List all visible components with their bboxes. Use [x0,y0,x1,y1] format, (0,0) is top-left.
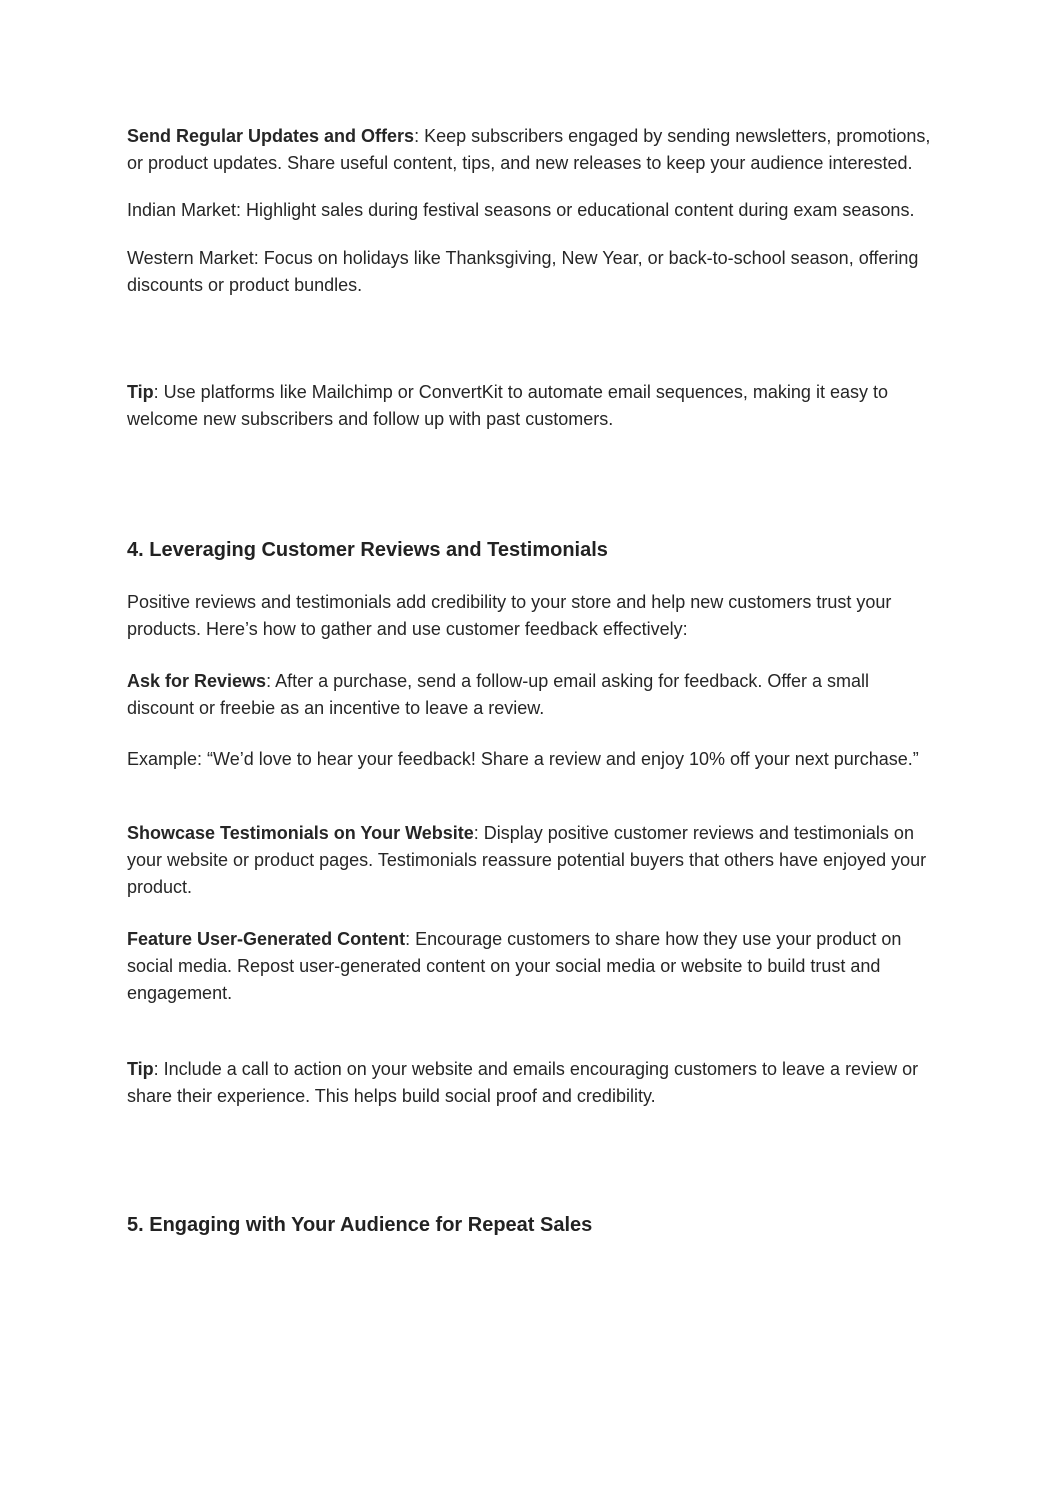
paragraph-lead-bold: Send Regular Updates and Offers [127,126,415,146]
paragraph-indian-market [127,197,934,224]
paragraph-text: Example: “We’d love to hear your feedback! Share a review and enjoy 10% off your next purchase.” [127,749,919,769]
heading-section-5: 5. Engaging with Your Audience for Repeat Sales [127,1214,593,1236]
paragraph-text: Positive reviews and testimonials add credibility to your store and help new customers trust your products. Here’s how to gather and use customer feedback effectively: [127,592,892,639]
paragraph-text: : Keep subscribers engaged by sending newsletters, promotions, or product updates. Share useful content, tips, and new releases to keep your audience interested. [127,126,931,173]
paragraph-lead-bold: Tip [127,1059,154,1079]
heading-section-4: 4. Leveraging Customer Reviews and Testimonials [127,539,608,561]
paragraph-western-market [127,245,934,299]
paragraph-text: : Encourage customers to share how they use your product on social media. Repost user-generated content on your social media or website to build trust and engagement. [127,929,902,1003]
document-content [127,123,934,1239]
paragraph-lead-bold: Showcase Testimonials on Your Website [127,823,474,843]
paragraph-showcase-testimonials [127,820,934,901]
paragraph-send-regular-updates [127,123,934,177]
paragraph-text: Western Market: Focus on holidays like Thanksgiving, New Year, or back-to-school season, offering discounts or product bundles. [127,248,919,295]
paragraph-text: Indian Market: Highlight sales during festival seasons or educational content during exam seasons. [127,200,915,220]
paragraph-example-feedback [127,746,934,773]
paragraph-feature-ugc [127,926,934,1007]
paragraph-text: : Display positive customer reviews and testimonials on your website or product pages. Testimonials reassure potential buyers that others have enjoyed your product. [127,823,927,897]
paragraph-lead-bold: Feature User-Generated Content [127,929,406,949]
paragraph-ask-for-reviews [127,668,934,722]
paragraph-tip-cta [127,1056,934,1110]
paragraph-lead-bold: Ask for Reviews [127,671,267,691]
paragraph-text: : Include a call to action on your website and emails encouraging customers to leave a review or share their experience. This helps build social proof and credibility. [127,1059,919,1106]
paragraph-lead-bold: Tip [127,382,154,402]
paragraph-positive-reviews-intro [127,589,934,643]
paragraph-text: : Use platforms like Mailchimp or ConvertKit to automate email sequences, making it easy to welcome new subscribers and follow up with past customers. [127,382,888,429]
paragraph-tip-email [127,379,934,433]
paragraph-text: : After a purchase, send a follow-up email asking for feedback. Offer a small discount or freebie as an incentive to leave a review. [127,671,870,718]
